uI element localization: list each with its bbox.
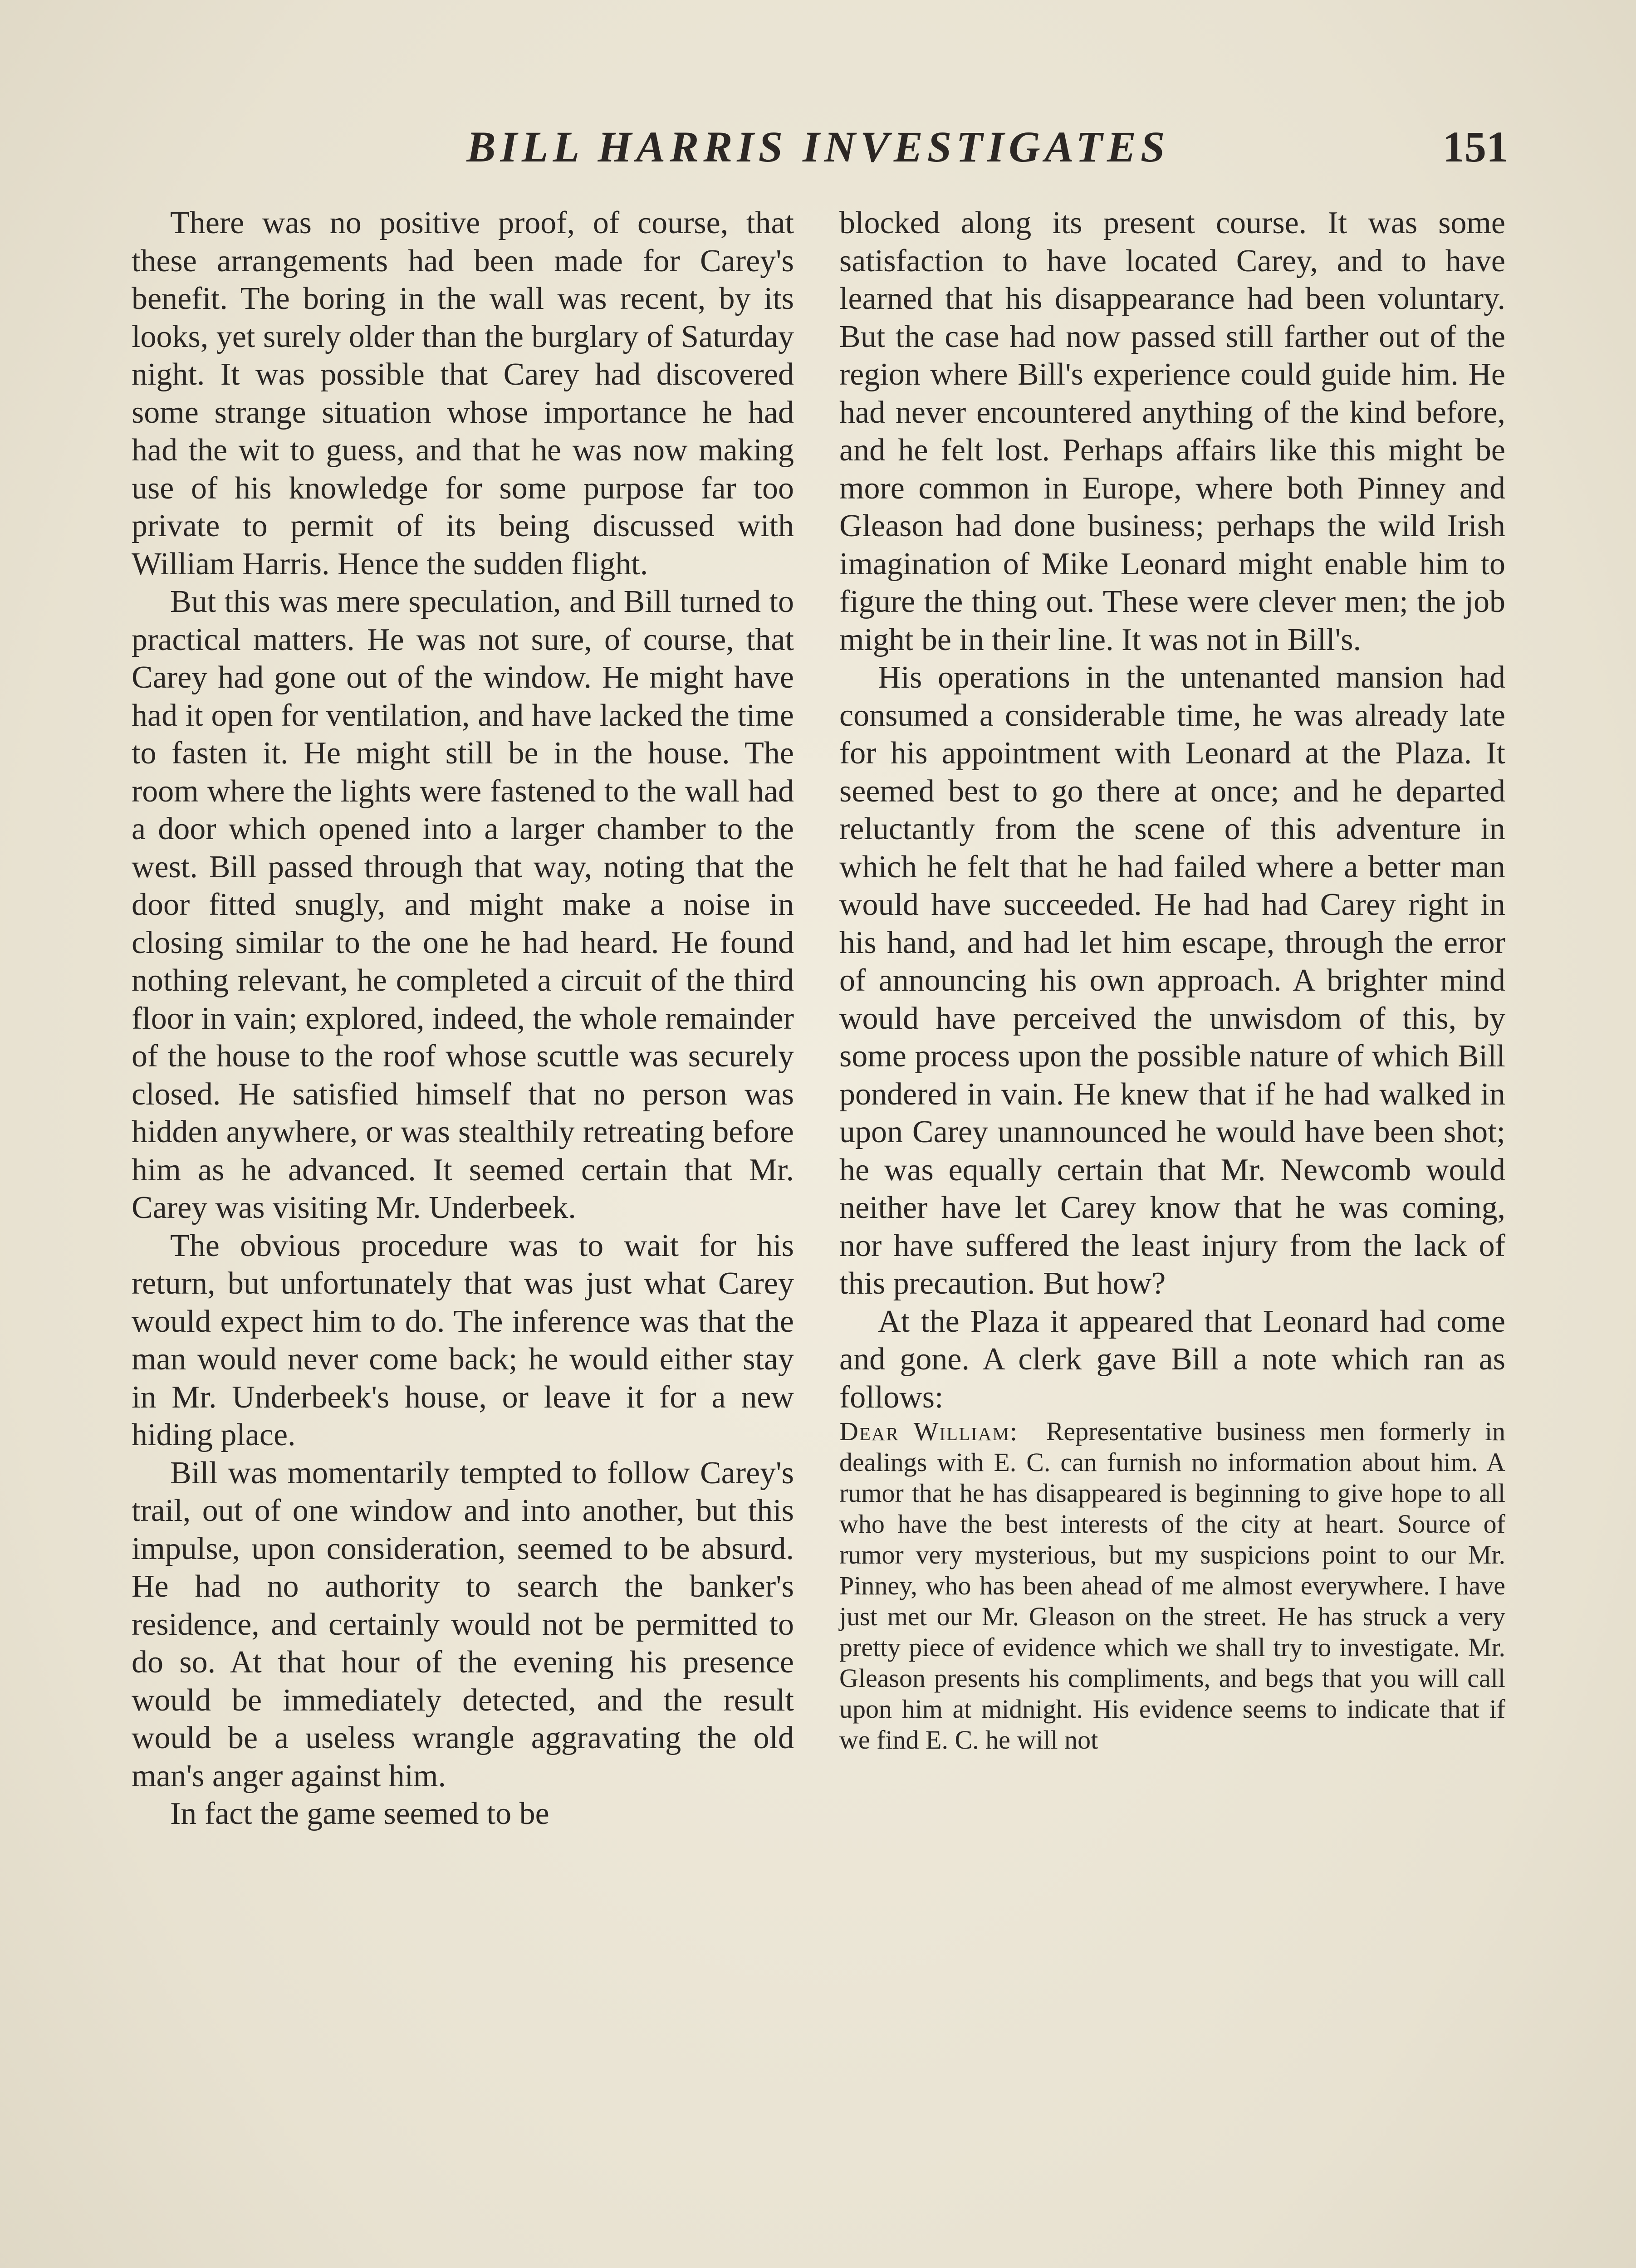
- left-paragraph-1: There was no positive proof, of course, that these arrangements had been made for Carey's benefit. The boring in the wall was recent, by its looks, yet surely older than the burglary of Saturday night. It was possible that Carey had discovered some strange situation whose importance he had had the wit to guess, and that he was now making use of his knowledge for some purpose far too private to permit of its being discussed with William Harris. Hence the sudden flight.: [132, 205, 794, 582]
- page-number: 151: [1443, 122, 1508, 171]
- right-continuation-paragraph: blocked along its present course. It was some satisfaction to have located Carey, and to have learned that his disappearance had been voluntary. But the case had now passed still farther out of the region where Bill's experience could guide him. He had never encountered anything of the kind before, and he felt lost. Perhaps affairs like this might be more common in Europe, where both Pinney and Gleason had done business; perhaps the wild Irish imagination of Mike Leonard might enable him to figure the thing out. These were clever men; the job might be in their line. It was not in Bill's.: [839, 205, 1505, 657]
- quoted-letter: [839, 1416, 1505, 1755]
- running-head-title: BILL HARRIS INVESTIGATES: [466, 122, 1170, 171]
- right-column: [839, 204, 1505, 1755]
- letter-salutation: Dear William:: [839, 1417, 1018, 1446]
- left-paragraph-5: In fact the game seemed to be: [170, 1796, 549, 1831]
- right-paragraph-2: At the Plaza it appeared that Leonard had come and gone. A clerk gave Bill a note which ran as follows:: [839, 1304, 1505, 1415]
- right-paragraph-1: His operations in the untenanted mansion had consumed a considerable time, he was already late for his appointment with Leonard at the Plaza. It seemed best to go there at once; and he departed reluctantly from the scene of this adventure in which he felt that he had failed where a better man would have succeeded. He had had Carey right in his hand, and had let him escape, through the error of announcing his own approach. A brighter mind would have perceived the unwisdom of this, by some process upon the possible nature of which Bill pondered in vain. He knew that if he had walked in upon Carey unannounced he would have been shot; he was equally certain that Mr. Newcomb would neither have let Carey know that he was coming, nor have suffered the least injury from the lack of this precaution. But how?: [839, 660, 1505, 1301]
- left-column: [132, 204, 794, 1833]
- letter-body: Representative business men formerly in dealings with E. C. can furnish no information about him. A rumor that he has disappeared is beginning to give hope to all who have the best interests of the city at heart. Source of rumor very mysterious, but my suspicions point to our Mr. Pinney, who has been ahead of me almost everywhere. I have just met our Mr. Gleason on the street. He has struck a very pretty piece of evidence which we shall try to investigate. Mr. Gleason presents his compliments, and begs that you will call upon him at midnight. His evidence seems to indicate that if we find E. C. he will not: [839, 1417, 1506, 1755]
- left-paragraph-2: But this was mere speculation, and Bill turned to practical matters. He was not sure, of course, that Carey had gone out of the window. He might have had it open for ventilation, and have lacked the time to fasten it. He might still be in the house. The room where the lights were fastened to the wall had a door which opened into a larger chamber to the west. Bill passed through that way, noting that the door fitted snugly, and might make a noise in closing similar to the one he had heard. He found nothing relevant, he completed a circuit of the third floor in vain; explored, indeed, the whole remainder of the house to the roof whose scuttle was securely closed. He satisfied himself that no person was hidden anywhere, or was stealthily retreating before him as he advanced. It seemed certain that Mr. Carey was visiting Mr. Underbeek.: [132, 584, 794, 1225]
- left-paragraph-4: Bill was momentarily tempted to follow Carey's trail, out of one window and into another, but this impulse, upon consideration, seemed to be absurd. He had no authority to search the banker's residence, and certainly would not be permitted to do so. At that hour of the evening his presence would be immediately detected, and the result would be a useless wrangle aggravating the old man's anger against him.: [132, 1455, 794, 1794]
- left-paragraph-3: The obvious procedure was to wait for his return, but unfortunately that was just what Carey would expect him to do. The inference was that the man would never come back; he would either stay in Mr. Underbeek's house, or leave it for a new hiding place.: [132, 1228, 794, 1452]
